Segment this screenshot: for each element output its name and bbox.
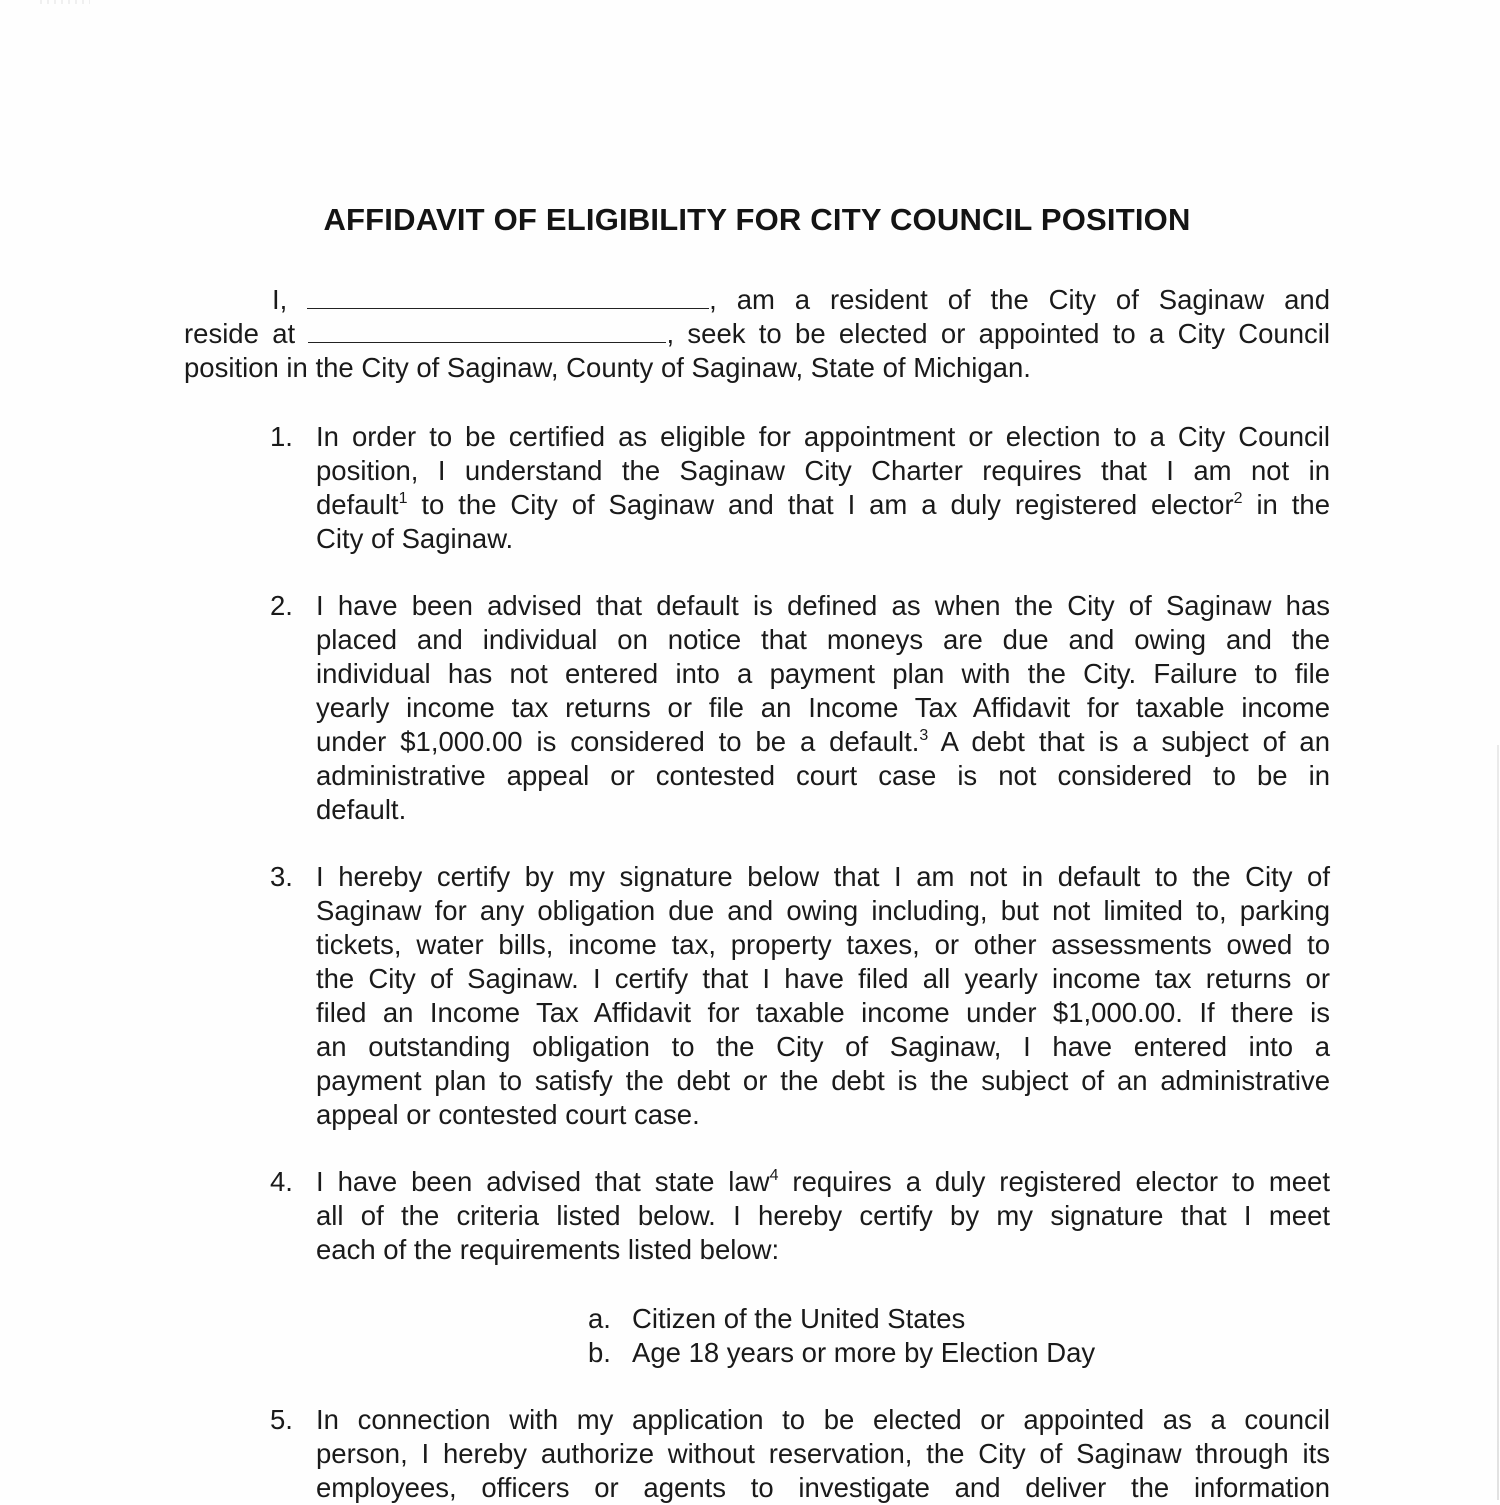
sub-item-a: [588, 1302, 1095, 1336]
item-line: payment plan to satisfy the debt or the debt is the subject of an administrative: [316, 1065, 1330, 1096]
item-line: employees, officers or agents to investigate and deliver the information: [316, 1472, 1330, 1503]
item-line: an outstanding obligation to the City of Saginaw, I have entered into a: [316, 1031, 1330, 1062]
item-text: I have been advised that state law: [316, 1166, 770, 1197]
requirements-sublist: [588, 1302, 1095, 1370]
item-line: I have been advised that default is defined as when the City of Saginaw has: [316, 590, 1330, 621]
item-text: requires a duly registered elector to meet: [778, 1166, 1330, 1197]
intro-line-1: [184, 283, 1330, 317]
intro-text: , am a resident of the City of Saginaw and: [709, 284, 1330, 315]
item-line: default.: [316, 794, 407, 825]
address-field[interactable]: [308, 318, 666, 343]
item-line: [316, 1165, 1330, 1199]
intro-line-3: position in the City of Saginaw, County of Saginaw, State of Michigan.: [184, 352, 1031, 383]
item-number: 1.: [270, 421, 293, 452]
sub-item-letter: a.: [588, 1303, 611, 1334]
sub-item-b: [588, 1336, 1095, 1370]
item-number: 5.: [270, 1404, 293, 1435]
item-text: to the City of Saginaw and that I am a duly registered elector: [407, 489, 1234, 520]
item-line: administrative appeal or contested court case is not considered to be in: [316, 760, 1330, 791]
item-line: [316, 725, 1330, 759]
sub-item-text: Age 18 years or more by Election Day: [632, 1337, 1096, 1368]
item-text: under $1,000.00 is considered to be a default.: [316, 726, 920, 757]
scan-edge-line: [1497, 745, 1499, 1500]
item-line: the City of Saginaw. I certify that I have filed all yearly income tax returns or: [316, 963, 1330, 994]
footnote-ref-3[interactable]: 3: [919, 727, 929, 744]
list-item-4: [270, 1165, 1330, 1267]
item-line: placed and individual on notice that moneys are due and owing and the: [316, 624, 1330, 655]
item-body: [316, 860, 1330, 1132]
list-item-5: [270, 1403, 1330, 1505]
item-line: individual has not entered into a payment plan with the City. Failure to file: [316, 658, 1330, 689]
item-line: tickets, water bills, income tax, property taxes, or other assessments owed to: [316, 929, 1330, 960]
item-number: 2.: [270, 590, 293, 621]
item-body: [316, 1403, 1330, 1505]
item-line: yearly income tax returns or file an Income Tax Affidavit for taxable income: [316, 692, 1330, 723]
item-line: [316, 488, 1330, 522]
intro-text: I,: [272, 284, 288, 315]
item-number: 4.: [270, 1166, 293, 1197]
list-item-1: [270, 420, 1330, 556]
scan-speckles: [40, 0, 90, 4]
footnote-ref-2[interactable]: 2: [1233, 490, 1243, 507]
sub-item-text: Citizen of the United States: [632, 1303, 966, 1334]
item-text: in the: [1242, 489, 1330, 520]
intro-text: reside at: [184, 318, 296, 349]
item-body: [316, 420, 1330, 556]
intro-line-2: [184, 317, 1330, 351]
item-line: position, I understand the Saginaw City Charter requires that I am not in: [316, 455, 1330, 486]
item-line: appeal or contested court case.: [316, 1099, 700, 1130]
item-line: filed an Income Tax Affidavit for taxable income under $1,000.00. If there is: [316, 997, 1330, 1028]
item-line: In connection with my application to be elected or appointed as a council: [316, 1404, 1330, 1435]
item-number: 3.: [270, 861, 293, 892]
item-line: person, I hereby authorize without reservation, the City of Saginaw through its: [316, 1438, 1330, 1469]
intro-text: , seek to be elected or appointed to a City Council: [666, 318, 1330, 349]
footnote-ref-4[interactable]: 4: [769, 1167, 779, 1184]
item-line: each of the requirements listed below:: [316, 1234, 780, 1265]
intro-paragraph: [184, 283, 1330, 385]
name-field[interactable]: [307, 284, 709, 309]
item-line: I hereby certify by my signature below that I am not in default to the City of: [316, 861, 1330, 892]
item-body: [316, 1165, 1330, 1267]
document-title: AFFIDAVIT OF ELIGIBILITY FOR CITY COUNCIL POSITION: [323, 202, 1191, 237]
item-line: In order to be certified as eligible for appointment or election to a City Council: [316, 421, 1330, 452]
item-text: default: [316, 489, 399, 520]
item-text: A debt that is a subject of an: [928, 726, 1330, 757]
footnote-ref-1[interactable]: 1: [398, 490, 408, 507]
item-line: City of Saginaw.: [316, 523, 514, 554]
item-line: Saginaw for any obligation due and owing including, but not limited to, parking: [316, 895, 1330, 926]
sub-item-letter: b.: [588, 1337, 611, 1368]
list-item-2: [270, 589, 1330, 827]
item-body: [316, 589, 1330, 827]
item-line: all of the criteria listed below. I hereby certify by my signature that I meet: [316, 1200, 1330, 1231]
list-item-3: [270, 860, 1330, 1132]
